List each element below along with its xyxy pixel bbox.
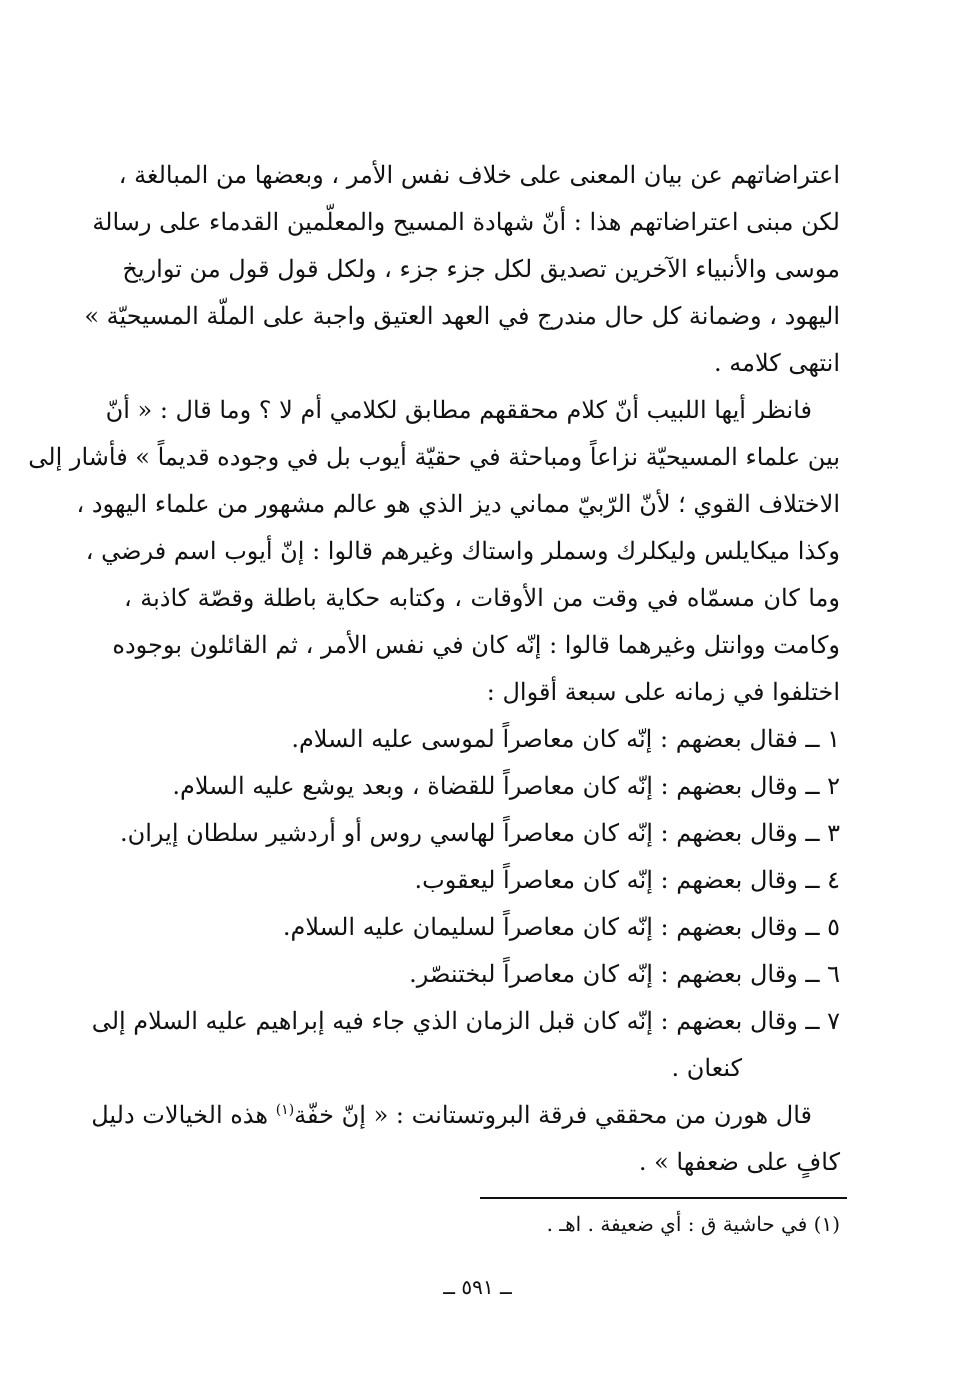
text-line: اختلفوا في زمانه على سبعة أقوال : xyxy=(486,678,840,706)
text-line: اليهود ، وضمانة كل حال مندرج في العهد العتيق واجبة على الملّة المسيحيّة » xyxy=(84,302,840,330)
text-line xyxy=(91,1092,840,1139)
footnote: (١) في حاشية ق : أي ضعيفة . اهـ . xyxy=(546,1212,840,1236)
footnote-divider xyxy=(480,1197,847,1199)
footnote-marker: (١) xyxy=(275,1102,295,1118)
text-line: لكن مبنى اعتراضاتهم هذا : أنّ شهادة المسيح والمعلّمين القدماء على رسالة xyxy=(92,208,840,236)
text-line: كافٍ على ضعفها » . xyxy=(638,1148,840,1176)
list-item: ٤ ــ وقال بعضهم : إنّه كان معاصراً ليعقوب. xyxy=(414,866,840,894)
list-item-continuation: كنعان . xyxy=(671,1054,742,1082)
text-line: وما كان مسمّاه في وقت من الأوقات ، وكتابه حكاية باطلة وقصّة كاذبة ، xyxy=(124,584,840,612)
main-text xyxy=(28,152,840,1186)
text-line: وكامت ووانتل وغيرهما قالوا : إنّه كان في نفس الأمر ، ثم القائلون بوجوده xyxy=(112,631,840,659)
list-item: ٥ ــ وقال بعضهم : إنّه كان معاصراً لسليمان عليه السلام. xyxy=(282,913,840,941)
text-line: موسى والأنبياء الآخرين تصديق لكل جزء جزء ، ولكل قول قول من تواريخ xyxy=(122,255,840,283)
text-line: اعتراضاتهم عن بيان المعنى على خلاف نفس الأمر ، وبعضها من المبالغة ، xyxy=(118,161,840,189)
page-number: ــ ٥٩١ ــ xyxy=(443,1275,512,1299)
list-item: ٣ ــ وقال بعضهم : إنّه كان معاصراً لهاسي روس أو أردشير سلطان إيران. xyxy=(119,819,840,847)
list-item: ٢ ــ وقال بعضهم : إنّه كان معاصراً للقضاة ، وبعد يوشع عليه السلام. xyxy=(172,772,840,800)
text-line: الاختلاف القوي ؛ لأنّ الرّبيّ مماني ديز الذي هو عالم مشهور من علماء اليهود ، xyxy=(76,490,840,518)
list-item: ٦ ــ وقال بعضهم : إنّه كان معاصراً لبختنصّر. xyxy=(409,960,840,988)
quote-start: قال هورن من محققي فرقة البروتستانت : « إنّ خفّة xyxy=(294,1101,812,1129)
list-item: ١ ــ فقال بعضهم : إنّه كان معاصراً لموسى عليه السلام. xyxy=(291,725,840,753)
text-line: انتهى كلامه . xyxy=(713,349,840,377)
text-line: وكذا ميكايلس وليكلرك وسملر واستاك وغيرهم قالوا : إنّ أيوب اسم فرضي ، xyxy=(85,537,840,565)
list-item: ٧ ــ وقال بعضهم : إنّه كان قبل الزمان الذي جاء فيه إبراهيم عليه السلام إلى xyxy=(91,1007,840,1035)
quote-middle: هذه الخيالات دليل xyxy=(91,1101,276,1129)
text-line: بين علماء المسيحيّة نزاعاً ومباحثة في حقيّة أيوب بل في وجوده قديماً » فأشار إلى xyxy=(28,443,840,471)
text-line: فانظر أيها اللبيب أنّ كلام محققهم مطابق لكلامي أم لا ؟ وما قال : « أنّ xyxy=(105,396,812,424)
